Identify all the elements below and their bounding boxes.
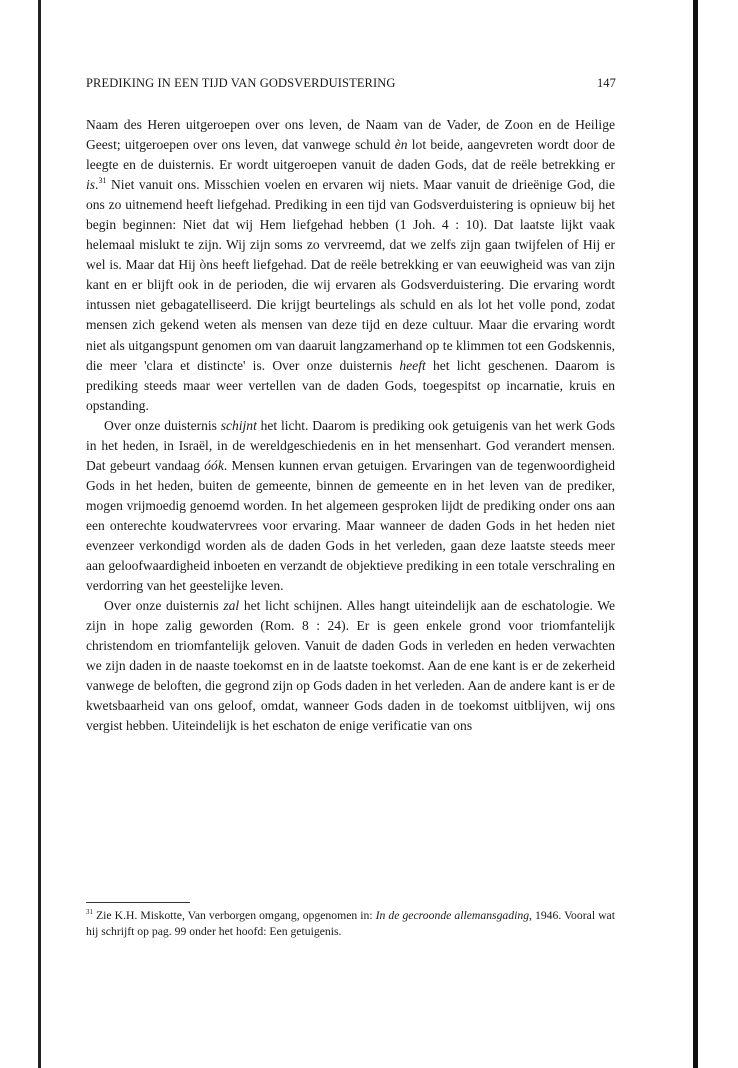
p2-text: . Mensen kunnen ervan getuigen. Ervaringen van de tegenwoordigheid Gods in het heden, buiten de gemeente, binnen de gemeente en in het leven van de prediker, mogen vrijmoedig genoemd worden. In het algemeen gesproken lijdt de prediking onder ons aan een onterechte koudwatervrees voor ervaring. Maar wanneer de daden Gods in het heden niet evenzeer verkondigd worden als de daden Gods in het verleden, gaan deze laatste steeds meer aan geloofwaardigheid inboeten en verzandt de objektieve prediking in een totale verschraling en verdorring van het geestelijke leven. <box>86 457 615 594</box>
p1-emphasis-is: is <box>86 177 96 193</box>
p1-text: het licht geschenen. Daarom is prediking steeds maar weer vertellen van de daden Gods, toegespitst op incarnatie, kruis en opstanding. <box>86 357 616 413</box>
paragraph-1 <box>86 115 615 416</box>
p3-text: het licht schijnen. Alles hangt uiteindelijk aan de eschatologie. We zijn in hope zalig geworden (Rom. 8 : 24). Er is geen enkele grond voor triomfantelijk christendom en triomfantelijk geloven. Vanuit de daden Gods in verleden en heden verwachten we zijn daden in de naaste toekomst en in de laatste toekomst. Aan de ene kant is er de zekerheid vanwege de beloften, die gegrond zijn op Gods daden in het verleden. Aan de andere kant is er de kwetsbaarheid van ons geloof, omdat, wanneer Gods daden in de toekomst uitblijven, wij ons vergist hebben. Uiteindelijk is het eschaton de enige verificatie van ons <box>86 598 615 734</box>
footnote-text: Zie K.H. Miskotte, Van verborgen omgang, opgenomen in: <box>93 909 376 922</box>
footnote <box>86 908 615 939</box>
p1-text: heeft liefgehad. Dat de reële betrekking er van eeuwigheid was van zijn kant en er blijft ook in de perioden, die wij ervaren als Godsverduistering. Die ervaring wordt intussen niet gebagatelliseerd. Die krijgt beurtelings als schuld en als lot het volle pond, zodat mensen zich gekend weten als mensen van deze tijd en deze cultuur. Maar die ervaring wordt niet als uitgangspunt genomen om van daaruit langzamerhand op te klimmen tot een Godskennis, die meer 'clara et distincte' is. Over onze duisternis <box>86 257 616 373</box>
running-title: PREDIKING IN EEN TIJD VAN GODSVERDUISTERING <box>86 76 396 90</box>
p2-text: het licht. Daarom is prediking ook getuigenis van het werk Gods in het heden, in Israël, in de wereldgeschiedenis en in het mensenhart. God verandert mensen. Dat gebeurt vandaag <box>86 417 615 473</box>
p1-text: Naam des Heren uitgeroepen over ons leven, de Naam van de Vader, de Zoon en de Heilige Geest; uitgeroepen over ons leven, dat vanwege schuld <box>86 117 615 153</box>
p2-emphasis-schijnt: schijnt <box>220 417 257 433</box>
footnote-separator <box>86 902 190 903</box>
p2-emphasis-ook: óók <box>204 457 224 473</box>
paragraph-3 <box>86 596 615 736</box>
footnote-book-title: In de gecroonde allemansgading <box>375 909 530 922</box>
body-text <box>86 115 615 736</box>
p1-text: lot beide, aangevreten wordt door de leegte en de duisternis. Er wordt uitgeroepen vanuit de daden Gods, dat de reële betrekking er <box>86 137 616 173</box>
p1-text: Niet vanuit ons. Misschien voelen en ervaren wij niets. Maar vanuit de drieënige God, die ons zo uitnemend heeft liefgehad. Prediking in een tijd van Godsverduistering is opnieuw bij het begin beginnen: Niet dat wij Hem liefgehad hebben (1 Joh. 4 : 10). Dat laatste lijkt vaak helemaal mislukt te zijn. Wij zijn soms zo vervreemd, dat we zelfs zijn gaan twijfelen of Hij er wel is. Maar dat Hij <box>86 177 615 273</box>
p1-emphasis-ons: òns <box>199 257 219 273</box>
page-number: 147 <box>596 76 616 90</box>
footnote-text: , 1946. Vooral wat hij schrijft op pag. 99 onder het hoofd: Een getuigenis. <box>86 909 615 938</box>
p3-text: Over onze duisternis <box>104 598 224 614</box>
footnote-number: 31 <box>86 908 93 916</box>
page-edge-left <box>38 0 41 1068</box>
p3-emphasis-zal: zal <box>223 598 240 614</box>
p1-emphasis-heeft: heeft <box>399 357 426 373</box>
p1-text: . <box>95 177 99 193</box>
paragraph-2 <box>86 416 615 596</box>
p2-text: Over onze duisternis <box>104 417 221 433</box>
p1-emphasis-en: èn <box>394 137 408 153</box>
page-edge-right <box>693 0 698 1068</box>
footnote-reference: 31 <box>98 176 107 186</box>
